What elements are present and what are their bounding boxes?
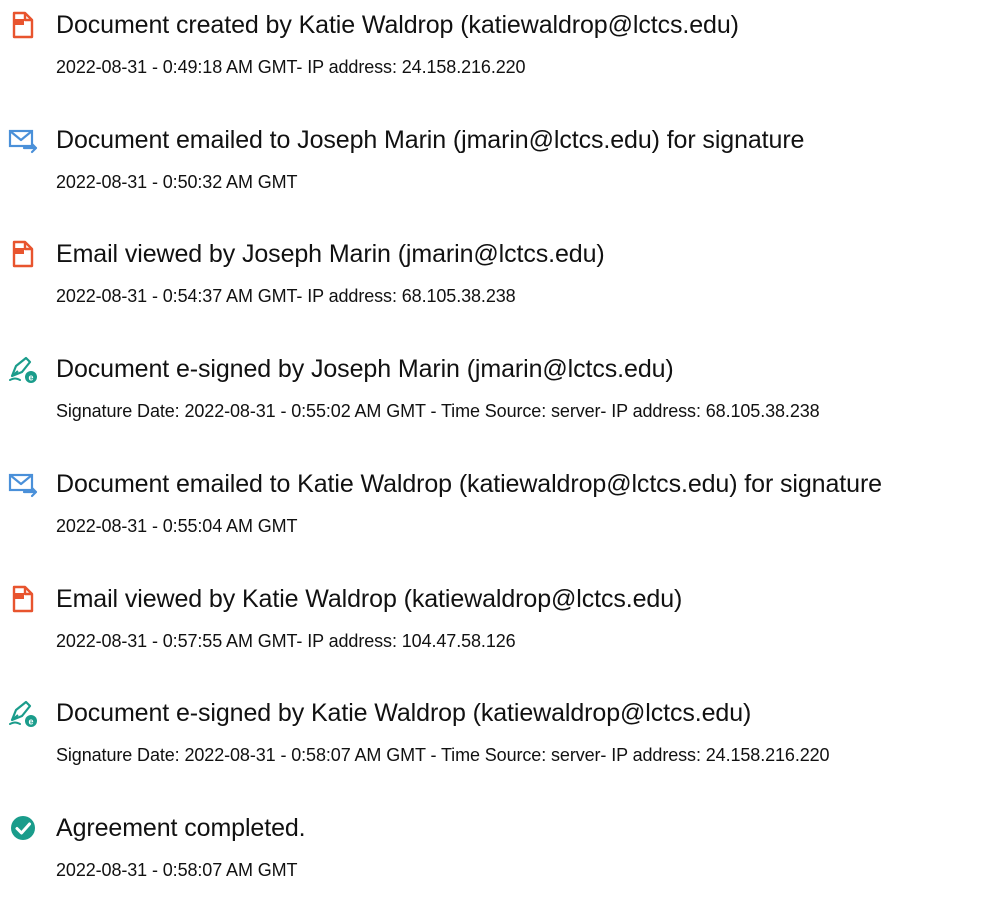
event-detail: 2022-08-31 - 0:49:18 AM GMT- IP address: 24.158.216.220 xyxy=(56,57,526,77)
event-detail: 2022-08-31 - 0:57:55 AM GMT- IP address: 104.47.58.126 xyxy=(56,631,516,651)
event-detail: 2022-08-31 - 0:54:37 AM GMT- IP address: 68.105.38.238 xyxy=(56,286,516,306)
event-detail: 2022-08-31 - 0:50:32 AM GMT xyxy=(56,172,298,192)
event-detail: Signature Date: 2022-08-31 - 0:58:07 AM GMT - Time Source: server- IP address: 24.158.216.220 xyxy=(56,745,830,765)
event-title: Agreement completed. xyxy=(56,814,306,842)
event-detail: Signature Date: 2022-08-31 - 0:55:02 AM GMT - Time Source: server- IP address: 68.105.38.238 xyxy=(56,401,820,421)
event-title: Document emailed to Joseph Marin (jmarin@lctcs.edu) for signature xyxy=(56,126,805,154)
event-detail: 2022-08-31 - 0:55:04 AM GMT xyxy=(56,516,298,536)
audit-event xyxy=(0,344,987,454)
document-icon xyxy=(8,10,38,40)
document-icon xyxy=(8,239,38,269)
audit-event xyxy=(0,0,987,110)
e-sign-icon xyxy=(8,698,38,728)
e-sign-icon xyxy=(8,354,38,384)
audit-event xyxy=(0,574,987,684)
email-icon xyxy=(8,469,38,499)
event-title: Email viewed by Katie Waldrop (katiewaldrop@lctcs.edu) xyxy=(56,585,683,613)
svg-text:e: e xyxy=(28,716,34,727)
event-title: Document created by Katie Waldrop (katiewaldrop@lctcs.edu) xyxy=(56,11,739,39)
audit-event xyxy=(0,459,987,569)
checkmark-icon xyxy=(8,813,38,843)
audit-event xyxy=(0,688,987,798)
event-detail: 2022-08-31 - 0:58:07 AM GMT xyxy=(56,860,298,880)
audit-event xyxy=(0,115,987,225)
email-icon xyxy=(8,125,38,155)
svg-text:e: e xyxy=(28,372,34,383)
event-title: Document e-signed by Joseph Marin (jmarin@lctcs.edu) xyxy=(56,355,674,383)
audit-event xyxy=(0,229,987,339)
document-icon xyxy=(8,584,38,614)
event-title: Document emailed to Katie Waldrop (katiewaldrop@lctcs.edu) for signature xyxy=(56,470,882,498)
event-title: Document e-signed by Katie Waldrop (katiewaldrop@lctcs.edu) xyxy=(56,699,752,727)
event-title: Email viewed by Joseph Marin (jmarin@lctcs.edu) xyxy=(56,240,605,268)
audit-event xyxy=(0,803,987,913)
